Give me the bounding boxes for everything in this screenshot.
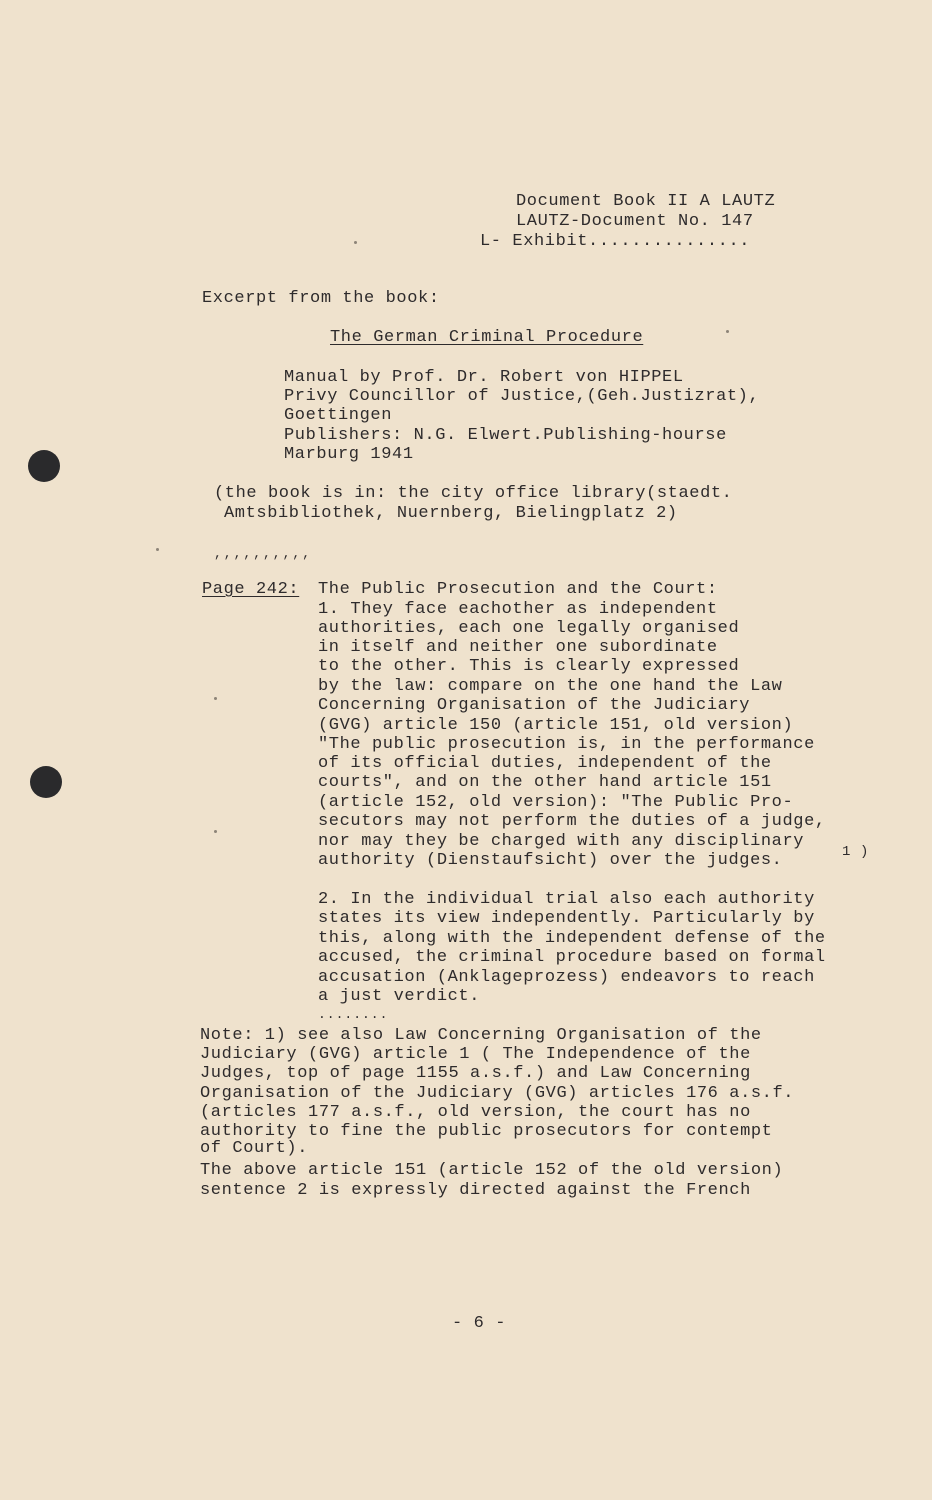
note-line: Note: 1) see also Law Concerning Organisation of the — [200, 1026, 762, 1045]
page-number: - 6 - — [452, 1314, 507, 1333]
para1-line: to the other. This is clearly expressed — [318, 657, 740, 676]
para2-line: accusation (Anklageprozess) endeavors to reach — [318, 968, 815, 987]
header-document-number: LAUTZ-Document No. 147 — [516, 212, 754, 231]
para2-line: a just verdict. — [318, 987, 481, 1006]
para1-line: nor may they be charged with any disciplinary — [318, 832, 805, 851]
note-line: sentence 2 is expressly directed against the French — [200, 1181, 751, 1200]
para1-line: (article 152, old version): "The Public Pro- — [318, 793, 794, 812]
separator-marks: ,,,,,,,,,, — [214, 546, 313, 561]
para1-line: secutors may not perform the duties of a judge, — [318, 812, 826, 831]
paper-speck — [354, 241, 357, 244]
page-ref-label: Page 242: — [202, 580, 300, 599]
book-author-line: Goettingen — [284, 406, 393, 425]
para1-line: (GVG) article 150 (article 151, old version) — [318, 716, 794, 735]
para2-line: states its view independently. Particularly by — [318, 909, 815, 928]
para1-line: courts", and on the other hand article 151 — [318, 773, 772, 792]
note-line: Judges, top of page 1155 a.s.f.) and Law Concerning — [200, 1064, 751, 1083]
book-location-line: (the book is in: the city office library(staedt. — [214, 484, 733, 503]
note-line: Judiciary (GVG) article 1 ( The Independence of the — [200, 1045, 751, 1064]
para2-line: 2. In the individual trial also each authority — [318, 890, 815, 909]
para2-line: this, along with the independent defense of the — [318, 929, 826, 948]
note-line: (articles 177 a.s.f., old version, the court has no — [200, 1103, 751, 1122]
book-location-line: Amtsbibliothek, Nuernberg, Bielingplatz 2) — [224, 504, 678, 523]
para1-line: authorities, each one legally organised — [318, 619, 740, 638]
para1-line: authority (Dienstaufsicht) over the judges. — [318, 851, 783, 870]
para1-line: of its official duties, independent of the — [318, 754, 772, 773]
header-exhibit: L- Exhibit............... — [480, 232, 751, 251]
punch-hole-bottom — [30, 766, 62, 798]
note-line: of Court). — [200, 1139, 309, 1158]
book-author-line: Privy Councillor of Justice,(Geh.Justizrat), — [284, 387, 760, 406]
paper-speck — [214, 697, 217, 700]
note-line: The above article 151 (article 152 of the old version) — [200, 1161, 784, 1180]
header-document-book: Document Book II A LAUTZ — [516, 192, 776, 211]
punch-hole-top — [28, 450, 60, 482]
para1-line: Concerning Organisation of the Judiciary — [318, 696, 751, 715]
para1-line: in itself and neither one subordinate — [318, 638, 718, 657]
book-author-line: Manual by Prof. Dr. Robert von HIPPEL — [284, 368, 684, 387]
book-author-line: Marburg 1941 — [284, 445, 414, 464]
excerpt-label: Excerpt from the book: — [202, 289, 440, 308]
para1-line: by the law: compare on the one hand the Law — [318, 677, 783, 696]
note-line: authority to fine the public prosecutors for contempt — [200, 1122, 773, 1141]
ellipsis-marks: ........ — [318, 1007, 389, 1022]
paper-speck — [726, 330, 729, 333]
para1-line: "The public prosecution is, in the performance — [318, 735, 815, 754]
note-line: Organisation of the Judiciary (GVG) articles 176 a.s.f. — [200, 1084, 795, 1103]
para2-line: accused, the criminal procedure based on formal — [318, 948, 826, 967]
paper-speck — [214, 830, 217, 833]
book-author-line: Publishers: N.G. Elwert.Publishing-hourse — [284, 426, 727, 445]
page-ref-heading: The Public Prosecution and the Court: — [318, 580, 718, 599]
footnote-marker: 1 ) — [842, 844, 870, 860]
paper-speck — [156, 548, 159, 551]
book-title: The German Criminal Procedure — [330, 328, 644, 347]
para1-line: 1. They face eachother as independent — [318, 600, 718, 619]
